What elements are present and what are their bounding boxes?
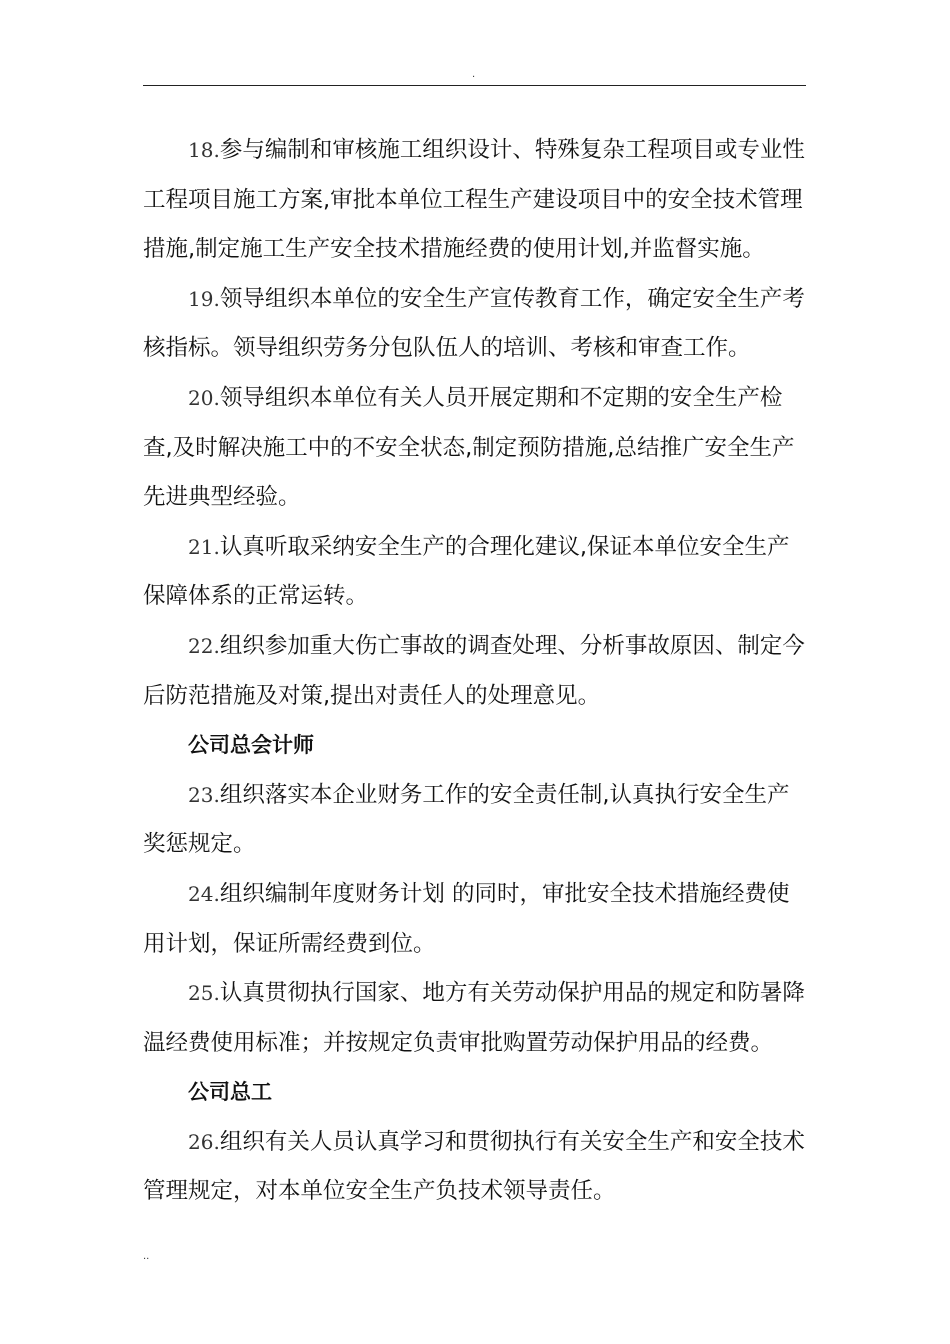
paragraph-26 — [143, 1118, 806, 1217]
section-heading-chief-accountant: 公司总会计师 — [188, 733, 314, 758]
header-mark: . — [472, 69, 476, 80]
item-number: 25. — [188, 981, 220, 1006]
document-body — [143, 126, 806, 1217]
paragraph-text: 认真听取采纳安全生产的合理化建议,保证本单位安全生产保障体系的正常运转。 — [143, 533, 790, 610]
paragraph-text: 组织有关人员认真学习和贯彻执行有关安全生产和安全技术管理规定，对本单位安全生产负技术领导责任。 — [143, 1128, 805, 1205]
item-number: 22. — [188, 633, 220, 658]
paragraph-20 — [143, 374, 806, 523]
item-number: 26. — [188, 1129, 220, 1154]
item-number: 21. — [188, 534, 220, 559]
item-number: 23. — [188, 782, 220, 807]
paragraph-22 — [143, 622, 806, 721]
paragraph-23 — [143, 771, 806, 870]
paragraph-text: 组织落实本企业财务工作的安全责任制,认真执行安全生产奖惩规定。 — [143, 781, 790, 858]
footer-mark: .. — [143, 1251, 150, 1262]
section-heading-chief-engineer: 公司总工 — [188, 1080, 272, 1105]
item-number: 20. — [188, 385, 220, 410]
item-number: 18. — [188, 138, 220, 162]
paragraph-24 — [143, 870, 806, 969]
paragraph-19 — [143, 275, 806, 374]
paragraph-text: 组织编制年度财务计划 的同时，审批安全技术措施经费使用计划，保证所需经费到位。 — [143, 880, 790, 957]
paragraph-text: 认真贯彻执行国家、地方有关劳动保护用品的规定和防暑降温经费使用标准；并按规定负责审批购置劳动保护用品的经费。 — [143, 980, 805, 1056]
item-number: 24. — [188, 881, 220, 906]
paragraph-text: 组织参加重大伤亡事故的调查处理、分析事故原因、制定今后防范措施及对策,提出对责任人的处理意见。 — [143, 632, 805, 709]
item-number: 19. — [188, 286, 220, 311]
paragraph-21 — [143, 523, 806, 622]
header-rule — [143, 85, 806, 86]
paragraph-25 — [143, 969, 806, 1068]
paragraph-text: 领导组织本单位有关人员开展定期和不定期的安全生产检查,及时解决施工中的不安全状态,制定预防措施,总结推广安全生产 先进典型经验。 — [143, 384, 795, 511]
paragraph-18 — [143, 126, 806, 275]
paragraph-text: 参与编制和审核施工组织设计、特殊复杂工程项目或专业性工程项目施工方案,审批本单位工程生产建设项目中的安全技术管理措施,制定施工生产安全技术措施经费的使用计划,并监督实施。 — [143, 137, 805, 263]
paragraph-text: 领导组织本单位的安全生产宣传教育工作，确定安全生产考核指标。领导组织劳务分包队伍人的培训、考核和审查工作。 — [143, 285, 805, 362]
